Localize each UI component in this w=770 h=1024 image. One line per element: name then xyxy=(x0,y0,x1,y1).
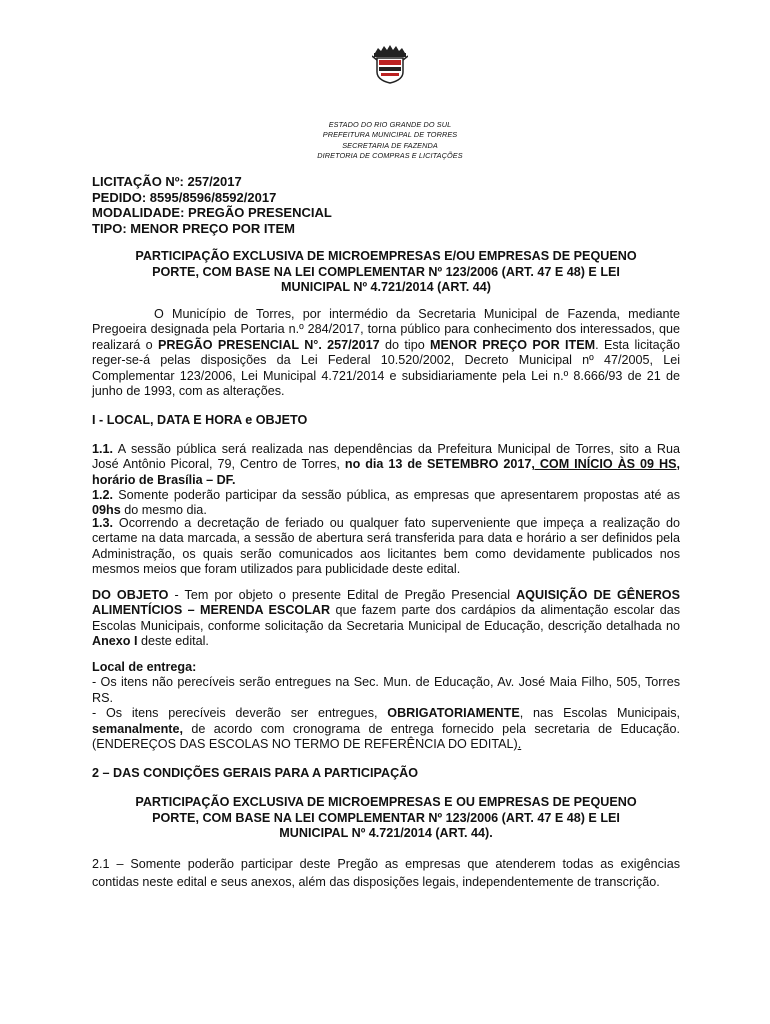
entrega-nao-pereciveis: - Os itens não perecíveis serão entregues na Sec. Mun. de Educação, Av. José Maia Filho, 505, Torres RS. xyxy=(92,675,680,705)
tipo: TIPO: MENOR PREÇO POR ITEM xyxy=(92,220,295,236)
modalidade: MODALIDADE: PREGÃO PRESENCIAL xyxy=(92,205,332,220)
clause-2-1: 2.1 – Somente poderão participar deste Pregão as empresas que atenderem todas as exigências contidas neste edital e seus anexos, além das disposições legais, independentemente de transcrição. xyxy=(92,857,680,889)
clause-1-2: 1.2. Somente poderão participar da sessão pública, as empresas que apresentarem propostas até as 09hs do mesmo dia. xyxy=(92,488,680,518)
entrega-pereciveis: - Os itens perecíveis deverão ser entregues, OBRIGATORIAMENTE, nas Escolas Municipais, semanalmente, de acordo com cronograma de entrega fornecido pela secretaria de Educação. (ENDEREÇOS DAS ESCOLAS NO TERMO DE REFERÊNCIA DO EDITAL). xyxy=(92,706,680,752)
licitacao-meta xyxy=(92,174,332,236)
local-entrega-title: Local de entrega: xyxy=(92,660,197,674)
section-1-title: I - LOCAL, DATA E HORA e OBJETO xyxy=(92,413,308,427)
exclusive-participation-banner-2: PARTICIPAÇÃO EXCLUSIVA DE MICROEMPRESAS E OU EMPRESAS DE PEQUENO PORTE, COM BASE NA LEI COMPLEMENTAR Nº 123/2006 (ART. 47 E 48) E LEI MUNICIPAL Nº 4.721/2014 (ART. 44). xyxy=(135,795,637,840)
section-2-title: 2 – DAS CONDIÇÕES GERAIS PARA A PARTICIPAÇÃO xyxy=(92,766,419,780)
intro-paragraph: O Município de Torres, por intermédio da Secretaria Municipal de Fazenda, mediante Pregoeira designada pela Portaria n.º 284/2017, torna público para conhecimento dos interessados, que realizará o PREGÃO PRESENCIAL N°. 257/2017 do tipo MENOR PREÇO POR ITEM. Esta licitação reger-se-á pelas disposições da Lei Federal 10.520/2002, Decreto Municipal nº 47/2005, Lei Complementar 123/2006, Lei Municipal 4.721/2014 e subsidiariamente pela Lei n.º 8.666/93 de 21 de junho de 1993, com as alterações. xyxy=(92,307,680,399)
document-header xyxy=(250,120,530,161)
clause-1-1: 1.1. A sessão pública será realizada nas dependências da Prefeitura Municipal de Torres, sito a Rua José Antônio Picoral, 79, Centro de Torres, no dia 13 de SETEMBRO 2017, COM INÍCIO ÀS 09 HS, horário de Brasília – DF. xyxy=(92,442,681,487)
clause-1-3: 1.3. Ocorrendo a decretação de feriado ou qualquer fato superveniente que impeça a realização do certame na data marcada, a sessão de abertura será transferida para data e horário a ser definidos pela Administração, os quais serão comunicados aos licitantes bem como devidamente publicados nos mesmos meios que foram utilizados para publicidade deste edital. xyxy=(92,516,680,577)
header-secretaria: SECRETARIA DE FAZENDA xyxy=(342,140,438,150)
header-prefeitura: PREFEITURA MUNICIPAL DE TORRES xyxy=(322,130,458,140)
pedido-number: PEDIDO: 8595/8596/8592/2017 xyxy=(92,189,277,205)
local-entrega xyxy=(92,660,680,752)
exclusive-participation-banner: PARTICIPAÇÃO EXCLUSIVA DE MICROEMPRESAS E/OU EMPRESAS DE PEQUENO PORTE, COM BASE NA LEI COMPLEMENTAR Nº 123/2006 (ART. 47 E 48) E LEI MUNICIPAL Nº 4.721/2014 (ART. 44) xyxy=(135,249,637,294)
licitacao-number: LICITAÇÃO Nº: 257/2017 xyxy=(92,174,242,189)
header-diretoria: DIRETORIA DE COMPRAS E LICITAÇÕES xyxy=(317,150,463,160)
header-state: ESTADO DO RIO GRANDE DO SUL xyxy=(328,120,452,129)
municipal-crest-logo xyxy=(372,44,408,84)
objeto-paragraph: DO OBJETO - Tem por objeto o presente Edital de Pregão Presencial AQUISIÇÃO DE GÊNEROS ALIMENTÍCIOS – MERENDA ESCOLAR que fazem parte dos cardápios da alimentação escolar das Escolas Municipais, conforme solicitação da Secretaria Municipal de Educação, descrição detalhada no Anexo I deste edital. xyxy=(92,588,680,649)
